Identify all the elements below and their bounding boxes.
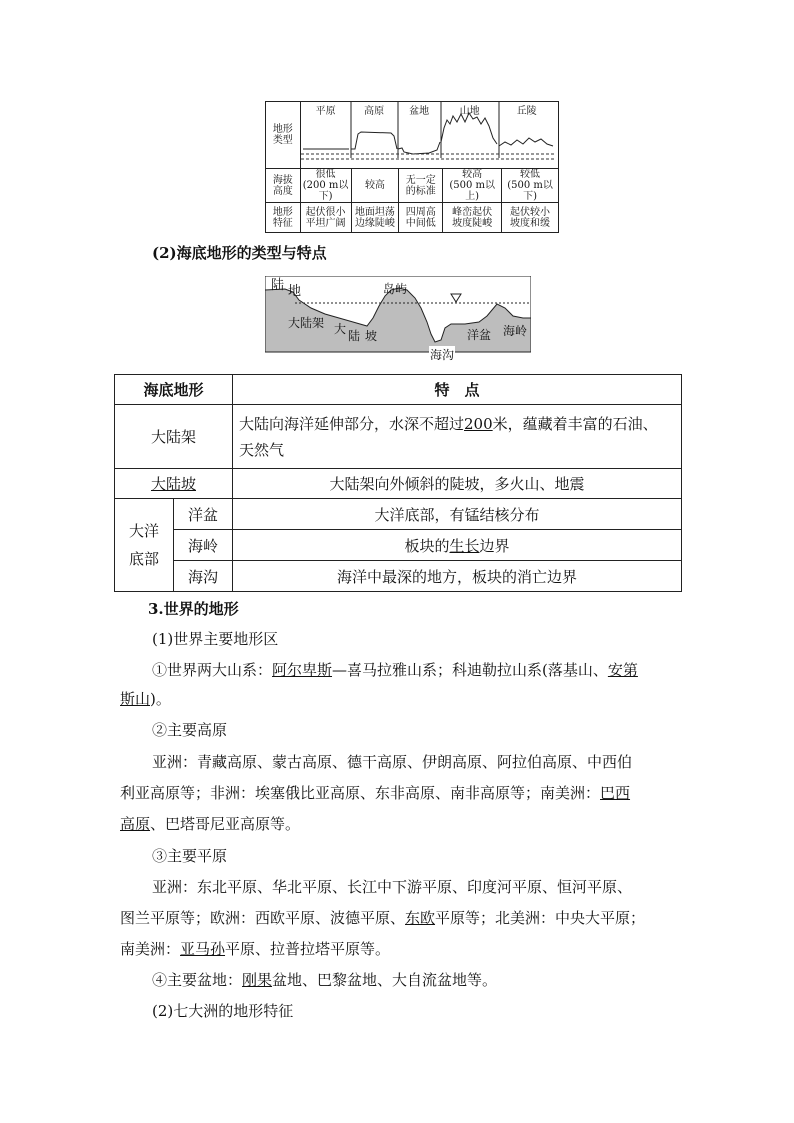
label-trench: 海沟 (430, 348, 455, 362)
text: )。 (150, 690, 171, 708)
underline: 亚马孙 (180, 940, 226, 958)
label-slope-lu: 陆 (348, 329, 361, 343)
feature-cell (351, 203, 399, 233)
feature-cell (443, 203, 502, 233)
row-basin-name: 洋盆 (174, 499, 233, 530)
subsection-title: (1)世界主要地形区 (152, 630, 279, 648)
text: ①世界两大山系： (152, 661, 273, 679)
text: 南美洲： (120, 940, 181, 958)
row-slope-desc: 大陆架向外倾斜的陡坡，多火山、地震 (233, 469, 682, 499)
section-title-seafloor: (2)海底地形的类型与特点 (152, 244, 327, 262)
label-line: 大洋 (128, 522, 159, 540)
text: 、巴塔哥尼亚高原等。 (150, 815, 301, 833)
text: 盆地、巴黎盆地、大自流盆地等。 (272, 971, 498, 989)
plain-line-3 (120, 939, 680, 959)
underline: 东欧 (405, 909, 436, 927)
row-basin-desc: 大洋底部，有锰结核分布 (233, 499, 682, 530)
feature-cell (502, 203, 559, 233)
underline: 高原 (120, 815, 151, 833)
text: 平原、拉普拉塔平原等。 (225, 940, 391, 958)
plateau-line-2 (120, 783, 680, 803)
underline: 巴西 (600, 784, 631, 802)
label-slope-da: 大 (334, 322, 347, 336)
label-line: 特征 (272, 217, 293, 229)
plain-line-2 (120, 908, 680, 928)
section-title-world: 3.世界的地形 (148, 600, 239, 618)
row-ridge-desc (233, 530, 682, 561)
altitude-cell (443, 169, 502, 203)
desc-text: 板块的 (404, 536, 450, 555)
underline: 阿尔卑斯 (272, 661, 333, 679)
cell-line: 平坦广阔 (305, 217, 346, 229)
row-slope-name: 大陆坡 (115, 469, 233, 499)
label-line: 类型 (272, 135, 293, 146)
mountain-line-1 (152, 660, 682, 680)
plain-title: ③主要平原 (152, 847, 228, 865)
feature-cell (300, 203, 351, 233)
header-feature: 特 点 (233, 375, 682, 405)
row-label-feature (266, 203, 301, 233)
label-island: 岛屿 (383, 282, 408, 296)
label-slope-po: 坡 (365, 329, 378, 343)
desc-text: 大陆向海洋延伸部分，水深不超过 (239, 414, 465, 433)
plateau-line-3 (120, 814, 680, 834)
cell-line: (500 m以上) (449, 180, 495, 202)
seafloor-table (114, 374, 682, 592)
label-line: 海拔 (272, 174, 293, 186)
header-plateau: 高原 (364, 106, 385, 117)
desc-text: 天然气 (239, 440, 285, 459)
row-shelf-desc (233, 405, 682, 469)
cell-line: 地面坦荡 (354, 206, 395, 218)
plateau-title: ②主要高原 (152, 721, 228, 739)
row-ridge-name: 海岭 (174, 530, 233, 561)
label-ridge: 海岭 (503, 324, 528, 338)
desc-text: 边界 (479, 536, 510, 555)
cell-line: (500 m以下) (507, 180, 553, 202)
row-label-type (266, 102, 301, 169)
landform-profiles (300, 102, 558, 169)
desc-text: 米，蕴藏着丰富的石油、 (492, 414, 658, 433)
cell-line: 很低 (315, 169, 336, 180)
label-basin: 洋盆 (467, 328, 492, 342)
text: ④主要盆地： (152, 971, 243, 989)
cell-line: 较高 (462, 169, 483, 180)
header-basin: 盆地 (409, 106, 430, 117)
altitude-cell (351, 169, 399, 203)
cell-line: 较高 (364, 180, 385, 191)
cell-line: 起伏很小 (305, 206, 346, 218)
altitude-cell (399, 169, 443, 203)
label-line: 高度 (272, 185, 293, 197)
row-trench-name: 海沟 (174, 561, 233, 592)
continents-title: (2)七大洲的地形特征 (152, 1002, 294, 1020)
underline: 斯山 (120, 690, 151, 708)
cell-line: 坡度和缓 (510, 217, 551, 229)
row-trench-desc: 海洋中最深的地方，板块的消亡边界 (233, 561, 682, 592)
label-line: 地形 (272, 124, 293, 135)
cell-line: 边缘陡峻 (354, 217, 395, 229)
cell-line: 中间低 (405, 217, 436, 229)
ocean-floor-label (115, 499, 174, 592)
underline: 刚果 (242, 971, 273, 989)
text: 平原等；北美洲：中央大平原； (435, 909, 646, 927)
header-hill: 丘陵 (516, 106, 537, 117)
cell-line: 四周高 (405, 206, 436, 218)
row-shelf-name: 大陆架 (115, 405, 233, 469)
seafloor-diagram (265, 276, 531, 362)
text: —喜马拉雅山系；科迪勒拉山系(落基山、 (332, 661, 608, 679)
plateau-line-1: 亚洲：青藏高原、蒙古高原、德干高原、伊朗高原、阿拉伯高原、中西伯 (152, 753, 633, 771)
feature-cell (399, 203, 443, 233)
header-plain: 平原 (315, 106, 336, 117)
text: 利亚高原等；非洲：埃塞俄比亚高原、东非高原、南非高原等；南美洲： (120, 784, 601, 802)
label-di: 地 (288, 284, 302, 299)
label-lu: 陆 (271, 278, 285, 293)
landform-table (265, 101, 559, 233)
header-mountain: 山地 (459, 106, 480, 117)
mountain-line-2 (120, 689, 680, 709)
header-seafloor: 海底地形 (115, 375, 233, 405)
text: 图兰平原等；欧洲：西欧平原、波德平原、 (120, 909, 406, 927)
cell-line: 坡度陡峻 (452, 217, 493, 229)
altitude-cell (300, 169, 351, 203)
label-line: 地形 (272, 206, 293, 218)
row-label-altitude (266, 169, 301, 203)
label-shelf: 大陆架 (288, 316, 325, 330)
cell-line: 的标准 (405, 185, 436, 197)
basin-line (152, 970, 682, 990)
altitude-cell (502, 169, 559, 203)
cell-line: 较低 (520, 169, 541, 180)
desc-underline: 生长 (449, 536, 480, 555)
label-line: 底部 (128, 550, 159, 568)
plain-line-1: 亚洲：东北平原、华北平原、长江中下游平原、印度河平原、恒河平原、 (152, 878, 633, 896)
cell-line: 无一定 (405, 174, 436, 186)
desc-underline: 200 (464, 414, 493, 433)
underline: 安第 (607, 661, 638, 679)
cell-line: 峰峦起伏 (452, 206, 493, 218)
cell-line: 起伏较小 (510, 206, 551, 218)
cell-line: (200 m以下) (302, 180, 349, 202)
